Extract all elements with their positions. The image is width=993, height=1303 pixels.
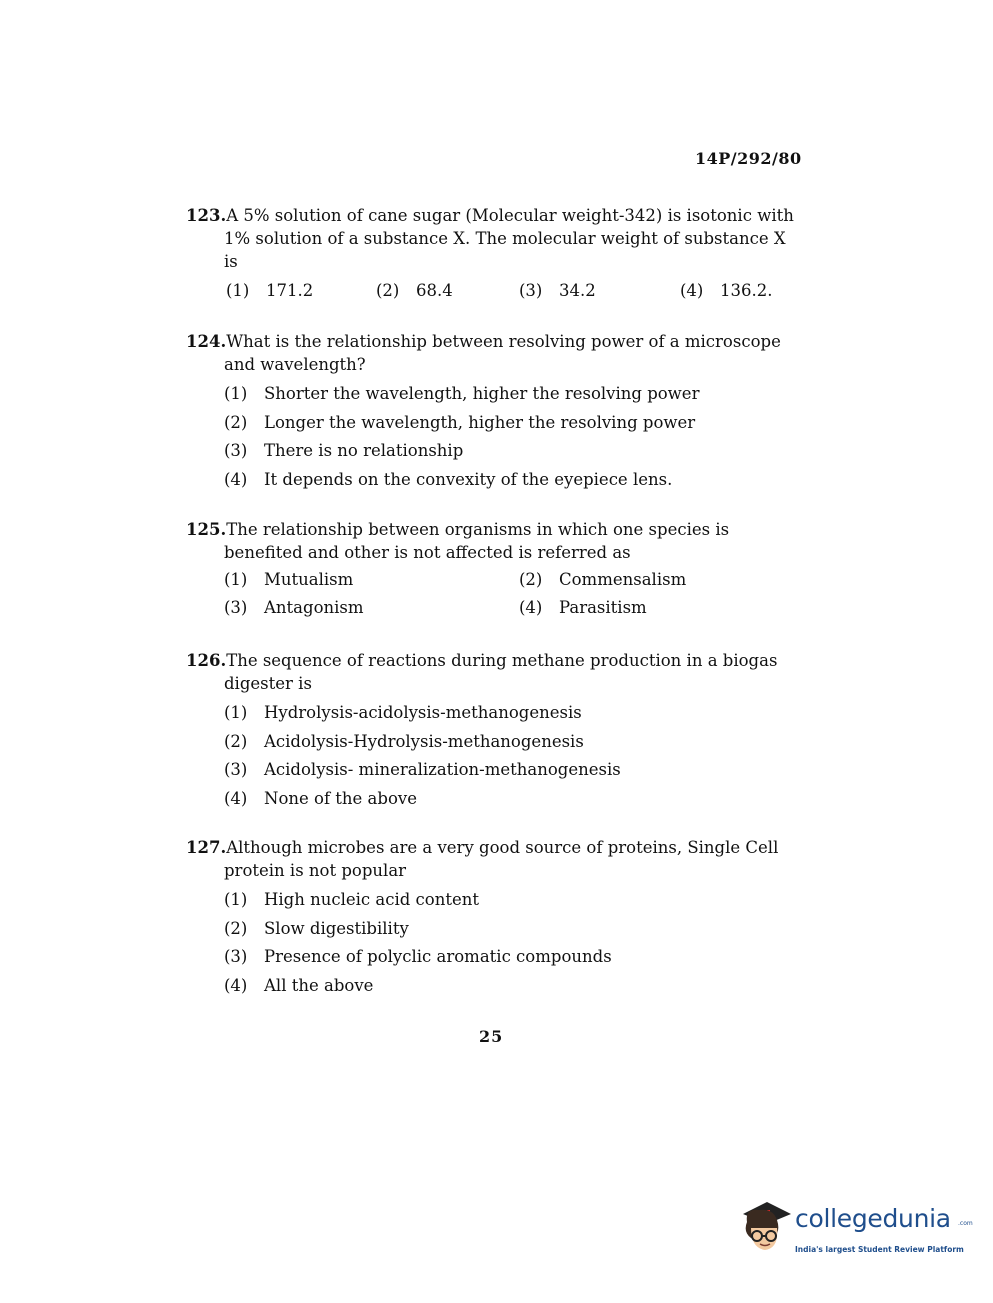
option-text: There is no relationship bbox=[264, 441, 464, 460]
question-number: 124. bbox=[186, 332, 227, 351]
option-number: (4) bbox=[224, 788, 248, 808]
question-124 bbox=[186, 330, 806, 494]
option-number: (2) bbox=[376, 281, 400, 300]
option-1 bbox=[226, 279, 376, 302]
option-text: 68.4 bbox=[416, 281, 453, 300]
option-4 bbox=[680, 279, 772, 302]
question-123 bbox=[186, 204, 806, 302]
option-text: 136.2. bbox=[720, 281, 773, 300]
option-number: (3) bbox=[224, 598, 248, 617]
option-1 bbox=[224, 699, 806, 728]
options-row bbox=[226, 279, 806, 302]
option-text: 171.2 bbox=[266, 281, 314, 300]
option-2 bbox=[224, 409, 806, 438]
question-text-line: What is the relationship between resolving power of a microscope bbox=[226, 332, 781, 351]
option-number: (4) bbox=[224, 975, 248, 995]
option-text: Acidolysis-Hydrolysis-methanogenesis bbox=[264, 731, 584, 751]
option-1 bbox=[224, 380, 806, 409]
question-number: 126. bbox=[186, 651, 227, 670]
option-text: Longer the wavelength, higher the resolving power bbox=[264, 412, 696, 432]
brand-tagline: India's largest Student Review Platform bbox=[795, 1245, 964, 1254]
option-text: Hydrolysis-acidolysis-methanogenesis bbox=[264, 703, 582, 722]
option-4 bbox=[519, 596, 739, 619]
options-list bbox=[224, 699, 806, 813]
question-text-line: The sequence of reactions during methane production in a biogas bbox=[226, 651, 778, 670]
option-text: Acidolysis- mineralization-methanogenesis bbox=[264, 760, 621, 779]
option-number: (2) bbox=[224, 918, 248, 938]
options-list bbox=[224, 886, 806, 1000]
collegedunia-watermark bbox=[737, 1196, 973, 1266]
option-text: Antagonism bbox=[264, 598, 364, 617]
option-number: (4) bbox=[680, 281, 704, 300]
question-127 bbox=[186, 836, 806, 1000]
option-text: Parasitism bbox=[559, 598, 647, 617]
option-number: (1) bbox=[226, 281, 250, 300]
option-number: (3) bbox=[224, 947, 248, 966]
option-number: (3) bbox=[519, 281, 543, 300]
option-number: (1) bbox=[224, 703, 248, 722]
option-3 bbox=[224, 756, 806, 785]
option-number: (1) bbox=[224, 570, 248, 589]
question-number: 123. bbox=[186, 206, 227, 225]
option-number: (2) bbox=[224, 731, 248, 751]
question-text-line: and wavelength? bbox=[224, 355, 366, 374]
option-2 bbox=[376, 279, 519, 302]
option-text: All the above bbox=[264, 975, 374, 995]
option-3 bbox=[224, 596, 519, 619]
question-126 bbox=[186, 649, 806, 813]
option-number: (4) bbox=[519, 598, 543, 617]
option-number: (4) bbox=[224, 469, 248, 489]
question-number: 125. bbox=[186, 520, 227, 539]
student-mascot-icon bbox=[737, 1196, 793, 1256]
question-text-line: 1% solution of a substance X. The molecular weight of substance X bbox=[224, 229, 786, 248]
option-1 bbox=[224, 568, 519, 591]
option-3 bbox=[224, 437, 806, 466]
brand-suffix: .com bbox=[958, 1220, 973, 1227]
option-3 bbox=[224, 943, 806, 972]
option-text: None of the above bbox=[264, 788, 417, 808]
option-4 bbox=[224, 466, 806, 495]
option-number: (2) bbox=[224, 412, 248, 432]
option-number: (3) bbox=[224, 441, 248, 460]
option-4 bbox=[224, 972, 806, 1001]
question-text-line: A 5% solution of cane sugar (Molecular weight-342) is isotonic with bbox=[226, 206, 794, 225]
option-number: (2) bbox=[519, 570, 543, 589]
option-number: (1) bbox=[224, 890, 248, 909]
option-3 bbox=[519, 279, 680, 302]
page-number: 25 bbox=[479, 1027, 504, 1046]
option-text: It depends on the convexity of the eyepiece lens. bbox=[264, 469, 673, 489]
option-text: Mutualism bbox=[264, 570, 354, 589]
question-text-line: Although microbes are a very good source of proteins, Single Cell bbox=[226, 838, 779, 857]
options-grid bbox=[224, 568, 806, 619]
option-text: High nucleic acid content bbox=[264, 890, 480, 909]
option-2 bbox=[224, 728, 806, 757]
question-text-line: is bbox=[224, 252, 238, 271]
option-text: Slow digestibility bbox=[264, 918, 409, 938]
question-125 bbox=[186, 518, 806, 619]
question-number: 127. bbox=[186, 838, 227, 857]
question-text-line: The relationship between organisms in which one species is bbox=[226, 520, 730, 539]
question-text-line: protein is not popular bbox=[224, 861, 407, 880]
option-4 bbox=[224, 785, 806, 814]
option-2 bbox=[224, 915, 806, 944]
question-text-line: benefited and other is not affected is referred as bbox=[224, 543, 631, 562]
option-2 bbox=[519, 568, 739, 591]
brand-name: collegedunia bbox=[795, 1204, 951, 1233]
option-text: 34.2 bbox=[559, 281, 596, 300]
option-text: Presence of polyclic aromatic compounds bbox=[264, 947, 612, 966]
options-list bbox=[224, 380, 806, 494]
paper-code: 14P/292/80 bbox=[695, 149, 802, 168]
question-text-line: digester is bbox=[224, 674, 312, 693]
option-1 bbox=[224, 886, 806, 915]
option-text: Shorter the wavelength, higher the resolving power bbox=[264, 384, 700, 403]
option-number: (3) bbox=[224, 760, 248, 779]
option-text: Commensalism bbox=[559, 570, 687, 589]
option-number: (1) bbox=[224, 384, 248, 403]
